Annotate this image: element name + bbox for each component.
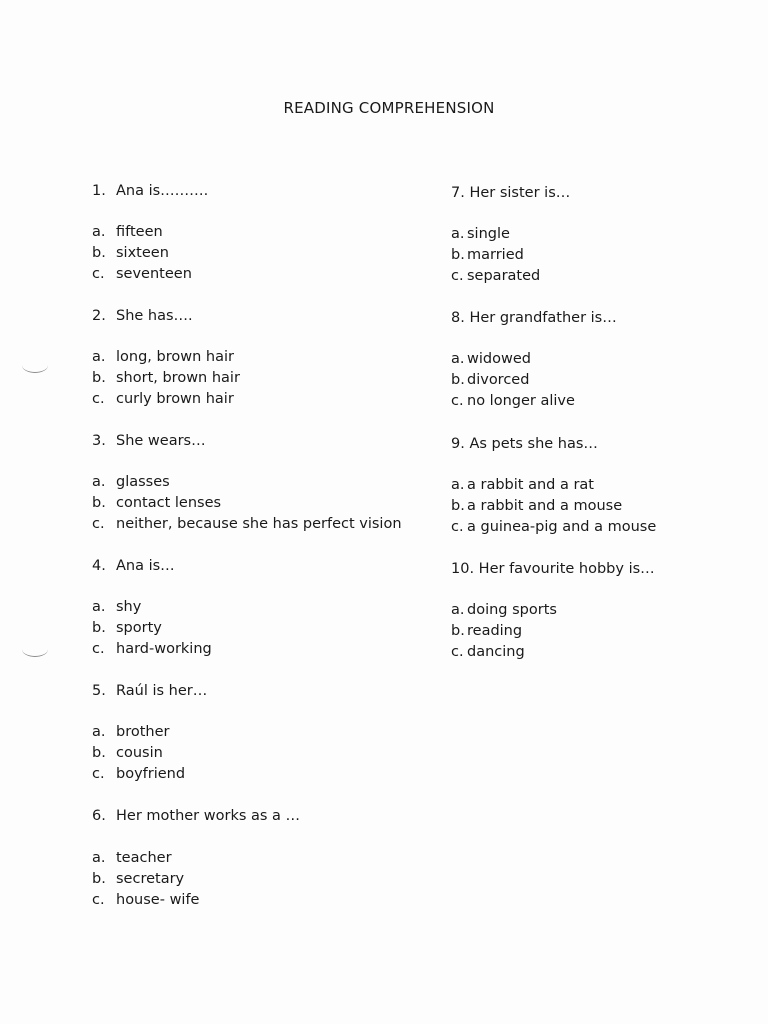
option-letter: c. <box>92 266 105 282</box>
option-5b <box>92 743 185 764</box>
question-number: 4. <box>92 558 106 574</box>
option-text: secretary <box>116 871 185 887</box>
question-3 <box>92 431 206 451</box>
option-letter: c. <box>92 391 105 407</box>
question-text: Her mother works as a … <box>116 808 301 824</box>
option-letter: c. <box>451 268 464 284</box>
option-letter: b. <box>92 871 106 887</box>
question-number: 1. <box>92 183 106 199</box>
option-2a <box>92 347 240 368</box>
option-letter: a. <box>451 351 465 367</box>
option-text: separated <box>467 268 541 284</box>
punch-hole-mark <box>22 358 48 373</box>
question-text: Ana is… <box>116 558 175 574</box>
option-text: cousin <box>116 745 163 761</box>
option-8a <box>451 349 575 370</box>
option-letter: b. <box>451 247 465 263</box>
option-9b <box>451 496 656 517</box>
options-1 <box>92 222 192 285</box>
option-text: shy <box>116 599 142 615</box>
question-text: Ana is………. <box>116 183 209 199</box>
option-letter: b. <box>92 495 106 511</box>
option-text: fifteen <box>116 224 163 240</box>
option-2b <box>92 368 240 389</box>
option-text: doing sports <box>467 602 557 618</box>
option-8c <box>451 391 575 412</box>
options-10 <box>451 600 557 663</box>
question-number: 5. <box>92 683 106 699</box>
option-3b <box>92 493 402 514</box>
option-letter: a. <box>92 850 106 866</box>
option-text: sporty <box>116 620 162 636</box>
option-3c <box>92 514 402 535</box>
question-number: 10. <box>451 561 475 577</box>
option-4a <box>92 597 212 618</box>
option-10c <box>451 642 557 663</box>
option-letter: a. <box>92 474 106 490</box>
question-text: She wears… <box>116 433 206 449</box>
option-3a <box>92 472 402 493</box>
option-text: contact lenses <box>116 495 222 511</box>
option-text: teacher <box>116 850 172 866</box>
option-1b <box>92 243 192 264</box>
option-text: glasses <box>116 474 170 490</box>
option-4c <box>92 639 212 660</box>
option-10a <box>451 600 557 621</box>
option-text: boyfriend <box>116 766 186 782</box>
option-text: divorced <box>467 372 530 388</box>
question-text: Her grandfather is… <box>469 310 617 326</box>
option-10b <box>451 621 557 642</box>
option-2c <box>92 389 240 410</box>
option-9c <box>451 517 656 538</box>
question-6 <box>92 806 300 826</box>
option-text: curly brown hair <box>116 391 234 407</box>
question-2 <box>92 306 193 326</box>
question-7 <box>451 183 570 203</box>
option-letter: b. <box>92 370 106 386</box>
options-9 <box>451 475 656 538</box>
option-letter: a. <box>451 602 465 618</box>
option-text: a rabbit and a mouse <box>467 498 623 514</box>
question-number: 6. <box>92 808 106 824</box>
option-7a <box>451 224 540 245</box>
option-text: seventeen <box>116 266 192 282</box>
options-8 <box>451 349 575 412</box>
question-text: She has…. <box>116 308 193 324</box>
option-letter: c. <box>92 641 105 657</box>
options-7 <box>451 224 540 287</box>
page-title: READING COMPREHENSION <box>283 99 495 117</box>
question-1 <box>92 181 208 201</box>
option-letter: c. <box>451 644 464 660</box>
option-letter: c. <box>92 766 105 782</box>
options-2 <box>92 347 240 410</box>
options-3 <box>92 472 402 535</box>
option-letter: c. <box>92 516 105 532</box>
option-7b <box>451 245 540 266</box>
option-text: house- wife <box>116 892 200 908</box>
option-text: reading <box>467 623 523 639</box>
option-text: brother <box>116 724 170 740</box>
option-letter: b. <box>451 623 465 639</box>
option-letter: b. <box>92 245 106 261</box>
option-4b <box>92 618 212 639</box>
question-text: Her sister is… <box>469 185 571 201</box>
option-letter: b. <box>92 620 106 636</box>
question-10 <box>451 559 655 579</box>
question-text: Her favourite hobby is… <box>478 561 655 577</box>
question-number: 2. <box>92 308 106 324</box>
question-5 <box>92 681 207 701</box>
question-8 <box>451 308 617 328</box>
question-text: Raúl is her… <box>116 683 208 699</box>
punch-hole-mark <box>22 642 48 657</box>
question-9 <box>451 434 598 454</box>
option-text: long, brown hair <box>116 349 234 365</box>
option-text: sixteen <box>116 245 169 261</box>
option-1a <box>92 222 192 243</box>
option-text: a guinea-pig and a mouse <box>467 519 657 535</box>
option-letter: b. <box>451 372 465 388</box>
question-number: 3. <box>92 433 106 449</box>
option-1c <box>92 264 192 285</box>
question-text: As pets she has… <box>469 436 598 452</box>
option-6c <box>92 890 199 911</box>
option-letter: a. <box>92 599 106 615</box>
option-letter: a. <box>451 477 465 493</box>
option-letter: c. <box>451 393 464 409</box>
option-letter: c. <box>451 519 464 535</box>
option-text: widowed <box>467 351 531 367</box>
option-letter: a. <box>92 224 106 240</box>
option-9a <box>451 475 656 496</box>
options-4 <box>92 597 212 660</box>
option-text: single <box>467 226 510 242</box>
question-number: 7. <box>451 185 465 201</box>
option-5c <box>92 764 185 785</box>
option-text: married <box>467 247 524 263</box>
option-text: no longer alive <box>467 393 575 409</box>
option-text: short, brown hair <box>116 370 240 386</box>
option-letter: c. <box>92 892 105 908</box>
option-letter: a. <box>92 724 106 740</box>
option-letter: a. <box>451 226 465 242</box>
question-number: 9. <box>451 436 465 452</box>
option-letter: b. <box>92 745 106 761</box>
option-text: a rabbit and a rat <box>467 477 594 493</box>
option-7c <box>451 266 540 287</box>
question-number: 8. <box>451 310 465 326</box>
option-text: hard-working <box>116 641 212 657</box>
options-6 <box>92 848 199 911</box>
option-letter: b. <box>451 498 465 514</box>
options-5 <box>92 722 185 785</box>
option-text: neither, because she has perfect vision <box>116 516 402 532</box>
option-5a <box>92 722 185 743</box>
option-6b <box>92 869 199 890</box>
option-letter: a. <box>92 349 106 365</box>
option-8b <box>451 370 575 391</box>
option-text: dancing <box>467 644 525 660</box>
option-6a <box>92 848 199 869</box>
question-4 <box>92 556 175 576</box>
